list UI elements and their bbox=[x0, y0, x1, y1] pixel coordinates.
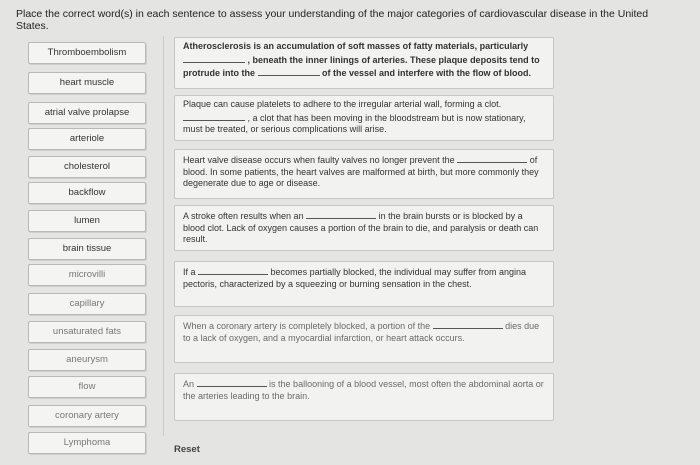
word-tile-microvilli[interactable]: microvilli bbox=[28, 264, 146, 286]
sentence-5-text-a: If a bbox=[183, 267, 196, 277]
sentence-1-text-a: Atherosclerosis is an accumulation of soft masses of fatty materials, particularly bbox=[183, 41, 529, 51]
sentence-1-text-c: of the vessel and interfere with the flow of blood. bbox=[322, 68, 532, 78]
instructions-text: Place the correct word(s) in each sentence to assess your understanding of the major categories of cardiovascular disease in the United States. bbox=[16, 8, 649, 32]
sentence-2-text-a: Plaque can cause platelets to adhere to the irregular arterial wall, forming a clot. bbox=[183, 99, 502, 109]
answer-blank-4[interactable] bbox=[306, 209, 376, 219]
word-tile-cholesterol[interactable]: cholesterol bbox=[28, 156, 146, 178]
word-tile-lumen[interactable]: lumen bbox=[28, 210, 146, 232]
reset-button[interactable]: Reset bbox=[174, 444, 200, 455]
word-tile-flow[interactable]: flow bbox=[28, 376, 146, 398]
word-tile-thromboembolism[interactable]: Thromboembolism bbox=[28, 42, 146, 64]
word-tile-heart-muscle[interactable]: heart muscle bbox=[28, 72, 146, 94]
sentence-7-text-b: is the ballooning of a blood vessel, most often the abdominal aorta or the arteries leading to the brain. bbox=[183, 379, 544, 401]
sentence-6-text-a: When a coronary artery is completely blocked, a portion of the bbox=[183, 321, 431, 331]
sentence-4-text-a: A stroke often results when an bbox=[183, 211, 304, 221]
word-tile-lymphoma[interactable]: Lymphoma bbox=[28, 432, 146, 454]
word-tile-backflow[interactable]: backflow bbox=[28, 182, 146, 204]
sentence-card-4 bbox=[174, 205, 554, 251]
sentence-5-text-b: becomes partially blocked, the individual may suffer from angina pectoris, characterized by a squeezing or burning sensation in the chest. bbox=[183, 267, 527, 289]
word-tile-arteriole[interactable]: arteriole bbox=[28, 128, 146, 150]
column-divider bbox=[163, 36, 164, 436]
sentence-card-5 bbox=[174, 261, 554, 307]
word-tile-unsaturated-fats[interactable]: unsaturated fats bbox=[28, 321, 146, 343]
answer-blank-3[interactable] bbox=[457, 153, 527, 163]
answer-blank-6[interactable] bbox=[433, 319, 503, 329]
sentence-1-text-b: , beneath the inner linings of arteries. These plaque deposits tend to protrude into the bbox=[183, 54, 540, 78]
answer-blank-7[interactable] bbox=[197, 377, 267, 387]
answer-blank-1a[interactable] bbox=[183, 53, 245, 63]
word-tile-capillary[interactable]: capillary bbox=[28, 293, 146, 315]
sentence-7-text-a: An bbox=[183, 379, 195, 389]
sentence-3-text-a: Heart valve disease occurs when faulty valves no longer prevent the bbox=[183, 155, 455, 165]
word-tile-aneurysm[interactable]: aneurysm bbox=[28, 349, 146, 371]
word-tile-brain-tissue[interactable]: brain tissue bbox=[28, 238, 146, 260]
sentence-card-3 bbox=[174, 149, 554, 199]
sentence-card-2 bbox=[174, 95, 554, 141]
sentence-3-text-b: of blood. In some patients, the heart valves are malformed at birth, but more commonly they degenerate due to age or disease. bbox=[183, 155, 539, 188]
word-tile-atrial-valve-prolapse[interactable]: atrial valve prolapse bbox=[28, 102, 146, 124]
sentence-card-1 bbox=[174, 37, 554, 89]
answer-blank-2[interactable] bbox=[183, 111, 245, 121]
sentence-6-text-b: dies due to a lack of oxygen, and a myocardial infarction, or heart attack occurs. bbox=[183, 321, 540, 343]
sentence-2-text-b: , a clot that has been moving in the bloodstream but is now stationary, must be treated, or serious complications will arise. bbox=[183, 112, 526, 134]
answer-blank-1b[interactable] bbox=[258, 66, 320, 76]
sentence-card-7 bbox=[174, 373, 554, 421]
sentence-card-6 bbox=[174, 315, 554, 363]
word-tile-coronary-artery[interactable]: coronary artery bbox=[28, 405, 146, 427]
answer-blank-5[interactable] bbox=[198, 265, 268, 275]
sentence-4-text-b: in the brain bursts or is blocked by a blood clot. Lack of oxygen causes a portion of the brain to die, and paralysis or death can result. bbox=[183, 211, 539, 244]
